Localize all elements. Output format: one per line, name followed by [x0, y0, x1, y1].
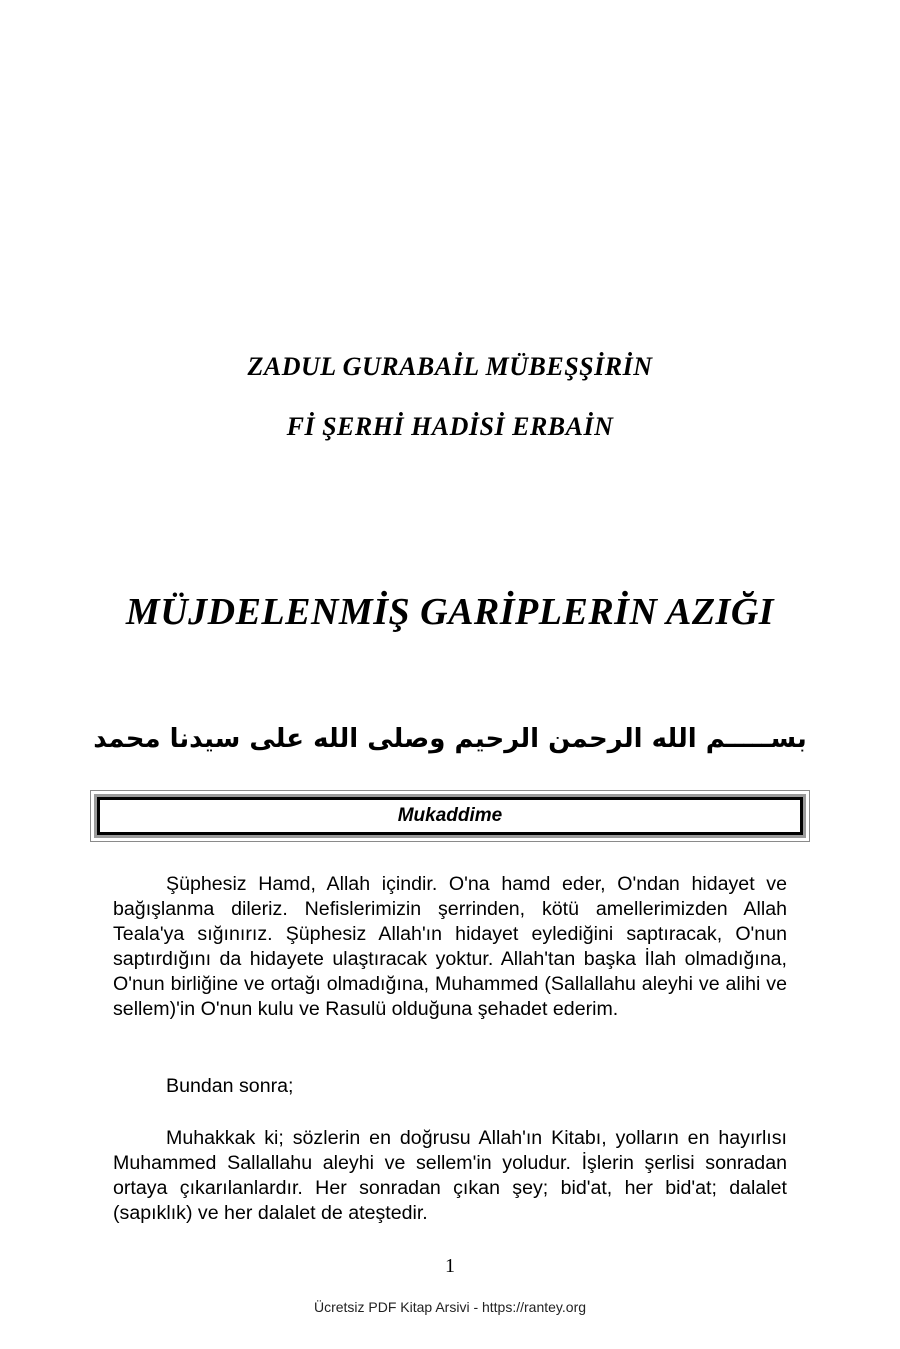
paragraph-2: Bundan sonra;	[166, 1075, 294, 1097]
book-title-line-1: ZADUL GURABAİL MÜBEŞŞİRİN	[247, 352, 653, 381]
section-heading-box	[90, 790, 810, 842]
section-heading-frame	[97, 797, 803, 835]
footer-text: Ücretsiz PDF Kitap Arsivi - https://rantey.org	[313, 1299, 587, 1315]
section-heading: Mukaddime	[397, 805, 503, 826]
paragraph-3: Muhakkak ki; sözlerin en doğrusu Allah'ın Kitabı, yolların en hayırlısı Muhammed Sallallahu aleyhi ve sellem'in yoludur. İşlerin şerlisi sonradan ortaya çıkarılanlardır. Her sonradan çıkan şey; bid'at, her bid'at; dalalet (sapıklık) ve her dalalet de ateştedir.	[113, 1127, 787, 1224]
book-title-line-2: Fİ ŞERHİ HADİSİ ERBAİN	[286, 412, 614, 441]
paragraph-1: Şüphesiz Hamd, Allah içindir. O'na hamd eder, O'ndan hidayet ve bağışlanma dileriz. Nefislerimizin şerrinden, kötü amellerimizden Allah Teala'ya sığınırız. Şüphesiz Allah'ın hidayet eylediğini saptıracak, O'nun saptırdığını da hidayete ulaştıracak yoktur. Allah'tan başka İlah olmadığına, O'nun birliğine ve ortağı olmadığına, Muhammed (Sallallahu aleyhi ve alihi ve sellem)'in O'nun kulu ve Rasulü olduğuna şehadet ederim.	[113, 873, 787, 1020]
page-number: 1	[445, 1255, 455, 1277]
book-main-title: MÜJDELENMİŞ GARİPLERİN AZIĞI	[125, 591, 775, 633]
basmala-arabic-text: بســـــم الله الرحمن الرحيم وصلى الله على سيدنا محمد	[93, 724, 807, 754]
